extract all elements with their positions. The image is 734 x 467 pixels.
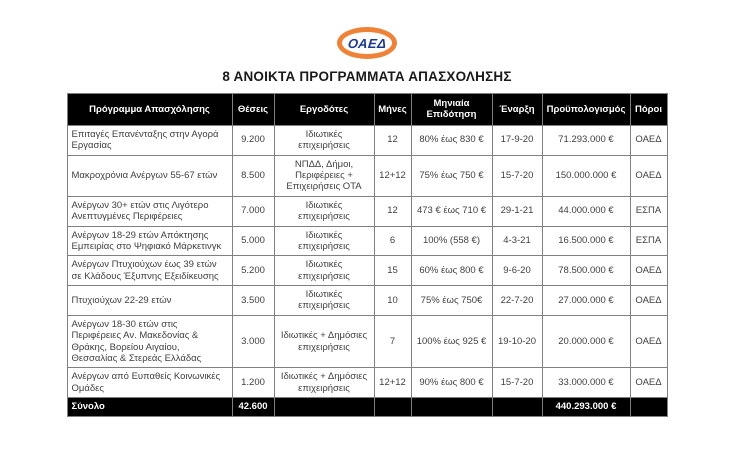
table-cell: 100% έως 925 € — [411, 315, 492, 368]
table-cell: Ιδιωτικές επιχειρήσεις — [274, 196, 374, 226]
table-cell: 1.200 — [232, 368, 274, 398]
page-title: 8 ΑΝΟΙΚΤΑ ΠΡΟΓΡΑΜΜΑΤΑ ΑΠΑΣΧΟΛΗΣΗΣ — [222, 69, 512, 84]
table-cell: ΟΑΕΔ — [630, 368, 667, 398]
table-cell: Ιδιωτικές επιχειρήσεις — [274, 256, 374, 286]
table-cell: Ιδιωτικές επιχειρήσεις — [274, 226, 374, 256]
table-cell: 7.000 — [232, 196, 274, 226]
table-cell: 78.500.000 € — [542, 256, 630, 286]
table-cell: Ιδιωτικές + Δημόσιες επιχειρήσεις — [274, 315, 374, 368]
column-header: Πόροι — [630, 94, 667, 126]
table-cell: 17-9-20 — [492, 125, 542, 155]
table-row — [67, 196, 667, 226]
table-cell: ΕΣΠΑ — [630, 226, 667, 256]
column-header: Μήνες — [374, 94, 411, 126]
table-row — [67, 286, 667, 316]
table-cell: Μακροχρόνια Ανέργων 55-67 ετών — [67, 155, 232, 196]
oaed-logo-text: ΟΑΕΔ — [346, 35, 388, 51]
logo-container — [0, 0, 734, 59]
table-cell: Ανέργων 18-29 ετών Απόκτησης Εμπειρίας στο Ψηφιακό Μάρκετινγκ — [67, 226, 232, 256]
table-cell: Ιδιωτικές επιχειρήσεις — [274, 125, 374, 155]
table-cell: ΟΑΕΔ — [630, 125, 667, 155]
table-cell: 15-7-20 — [492, 155, 542, 196]
table-cell: 60% έως 800 € — [411, 256, 492, 286]
table-cell: 7 — [374, 315, 411, 368]
column-header: Εργοδότες — [274, 94, 374, 126]
table-cell: Ιδιωτικές επιχειρήσεις — [274, 286, 374, 316]
total-value: 42.600 — [232, 398, 274, 416]
table-cell: ΝΠΔΔ, Δήμοι, Περιφέρειες + Επιχειρήσεις ΟΤΑ — [274, 155, 374, 196]
table-cell: 5.200 — [232, 256, 274, 286]
table-cell: Ανέργων από Ευπαθείς Κοινωνικές Ομάδες — [67, 368, 232, 398]
table-cell: 12 — [374, 125, 411, 155]
table-cell: 9-6-20 — [492, 256, 542, 286]
table-cell: 100% (558 €) — [411, 226, 492, 256]
table-row — [67, 226, 667, 256]
table-cell: 20.000.000 € — [542, 315, 630, 368]
table-cell: 29-1-21 — [492, 196, 542, 226]
table-cell: 33.000.000 € — [542, 368, 630, 398]
table-cell: ΟΑΕΔ — [630, 315, 667, 368]
table-cell: ΕΣΠΑ — [630, 196, 667, 226]
column-header: Προϋπολογισμός — [542, 94, 630, 126]
total-empty-cell — [630, 398, 667, 416]
table-cell: 12 — [374, 196, 411, 226]
table-cell: 75% έως 750 € — [411, 155, 492, 196]
table-cell: 16.500.000 € — [542, 226, 630, 256]
table-cell: Ανέργων 18-30 ετών στις Περιφέρειες Αν. Μακεδονίας & Θράκης, Βορείου Αιγαίου, Θεσσαλίας & Στερεάς Ελλάδας — [67, 315, 232, 368]
total-value: 440.293.000 € — [542, 398, 630, 416]
table-cell: 22-7-20 — [492, 286, 542, 316]
total-empty-cell — [274, 398, 374, 416]
table-row — [67, 315, 667, 368]
table-cell: 473 € έως 710 € — [411, 196, 492, 226]
total-label: Σύνολο — [67, 398, 232, 416]
total-row — [67, 398, 667, 416]
total-empty-cell — [411, 398, 492, 416]
table-cell: 15 — [374, 256, 411, 286]
table-cell: 3.500 — [232, 286, 274, 316]
table-cell: Ανέργων Πτυχιούχων έως 39 ετών σε Κλάδους Έξυπνης Εξειδίκευσης — [67, 256, 232, 286]
table-row — [67, 125, 667, 155]
table-body — [67, 125, 667, 397]
table-cell: 90% έως 800 € — [411, 368, 492, 398]
table-cell: 6 — [374, 226, 411, 256]
table-cell: 5.000 — [232, 226, 274, 256]
table-cell: Επιταγές Επανένταξης στην Αγορά Εργασίας — [67, 125, 232, 155]
table-cell: Ανέργων 30+ ετών στις Λιγότερο Ανεπτυγμένες Περιφέρειες — [67, 196, 232, 226]
table-cell: ΟΑΕΔ — [630, 155, 667, 196]
table-row — [67, 368, 667, 398]
table-cell: 80% έως 830 € — [411, 125, 492, 155]
table-cell: 44.000.000 € — [542, 196, 630, 226]
table-cell: 12+12 — [374, 368, 411, 398]
table-cell: 75% έως 750€ — [411, 286, 492, 316]
column-header: Θέσεις — [232, 94, 274, 126]
total-empty-cell — [492, 398, 542, 416]
table-cell: 150.000.000 € — [542, 155, 630, 196]
table-cell: 8.500 — [232, 155, 274, 196]
programs-table — [67, 93, 668, 417]
table-cell: 71.293.000 € — [542, 125, 630, 155]
table-header-row — [67, 94, 667, 126]
table-row — [67, 256, 667, 286]
table-cell: 4-3-21 — [492, 226, 542, 256]
table-cell: 12+12 — [374, 155, 411, 196]
column-header: Πρόγραμμα Απασχόλησης — [67, 94, 232, 126]
table-cell: 27.000.000 € — [542, 286, 630, 316]
table-row — [67, 155, 667, 196]
table-cell: Ιδιωτικές + Δημόσιες επιχειρήσεις — [274, 368, 374, 398]
table-cell: ΟΑΕΔ — [630, 286, 667, 316]
table-cell: 9.200 — [232, 125, 274, 155]
table-cell: Πτυχιούχων 22-29 ετών — [67, 286, 232, 316]
column-header: Μηνιαία Επιδότηση — [411, 94, 492, 126]
table-cell: 3.000 — [232, 315, 274, 368]
table-cell: 10 — [374, 286, 411, 316]
table-cell: ΟΑΕΔ — [630, 256, 667, 286]
column-header: Έναρξη — [492, 94, 542, 126]
table-cell: 19-10-20 — [492, 315, 542, 368]
total-empty-cell — [374, 398, 411, 416]
table-cell: 15-7-20 — [492, 368, 542, 398]
oaed-logo — [337, 27, 397, 59]
